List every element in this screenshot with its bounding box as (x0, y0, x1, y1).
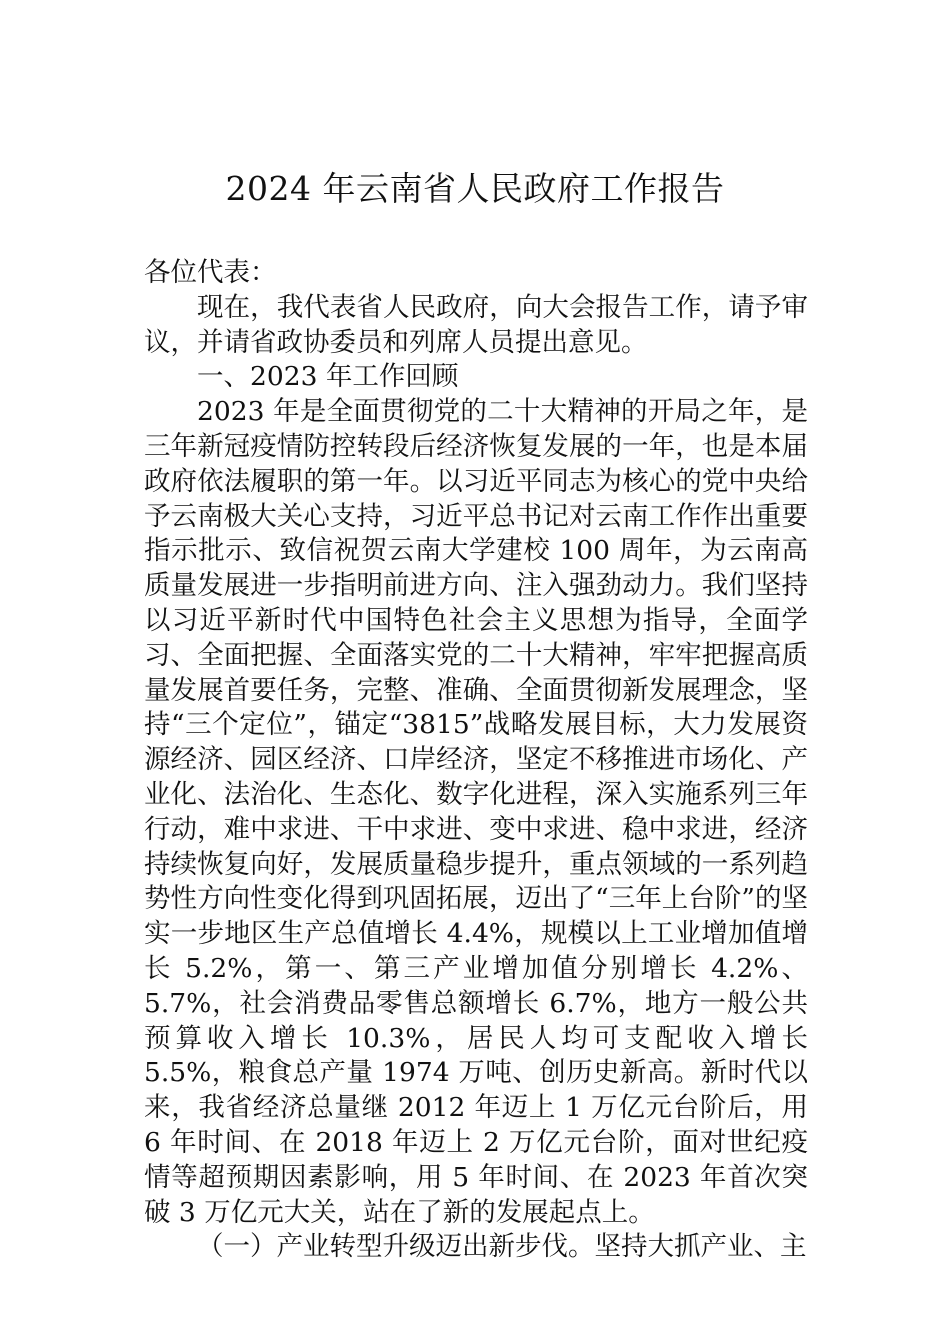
section-heading: 一、2023 年工作回顾 (197, 361, 459, 393)
paragraph-review: 2023 年是全面贯彻党的二十大精神的开局之年，是三年新冠疫情防控转段后经济恢复发展的一年，也是本届政府依法履职的第一年。以习近平同志为核心的党中央给予云南极大关心支持，习近平总书记对云南工作作出重要指示批示、致信祝贺云南大学建校 100 周年，为云南高质量发展进一步指明前进方向、注入强劲动力。我们坚持以习近平新时代中国特色社会主义思想为指导，全面学习、全面把握、全面落实党的二十大精神，牢牢把握高质量发展首要任务，完整、准确、全面贯彻新发展理念，坚持“三个定位”，锚定“3815”战略发展目标，大力发展资源经济、园区经济、口岸经济，坚定不移推进市场化、产业化、法治化、生态化、数字化进程，深入实施系列三年行动，难中求进、干中求进、变中求进、稳中求进，经济持续恢复向好，发展质量稳步提升，重点领域的一系列趋势性方向性变化得到巩固拓展，迈出了“三年上台阶”的坚实一步地区生产总值增长 4.4%，规模以上工业增加值增长 5.2%，第一、第三产业增加值分别增长 4.2%、5.7%，社会消费品零售总额增长 6.7%，地方一般公共预算收入增长 10.3%，居民人均可支配收入增长 5.5%，粮食总产量 1974 万吨、创历史新高。新时代以来，我省经济总量继 2012 年迈上 1 万亿元台阶后，用 6 年时间、在 2018 年迈上 2 万亿元台阶，面对世纪疫情等超预期因素影响，用 5 年时间、在 2023 年首次突破 3 万亿元大关，站在了新的发展起点上。 (144, 396, 808, 1228)
document-body (144, 256, 808, 1265)
paragraph-intro: 现在，我代表省人民政府，向大会报告工作，请予审议，并请省政协委员和列席人员提出意见。 (144, 291, 808, 358)
salutation: 各位代表： (144, 257, 277, 288)
document-title: 2024 年云南省人民政府工作报告 (225, 169, 725, 208)
paragraph-subsection: （一）产业转型升级迈出新步伐。坚持大抓产业、主 (197, 1231, 807, 1263)
